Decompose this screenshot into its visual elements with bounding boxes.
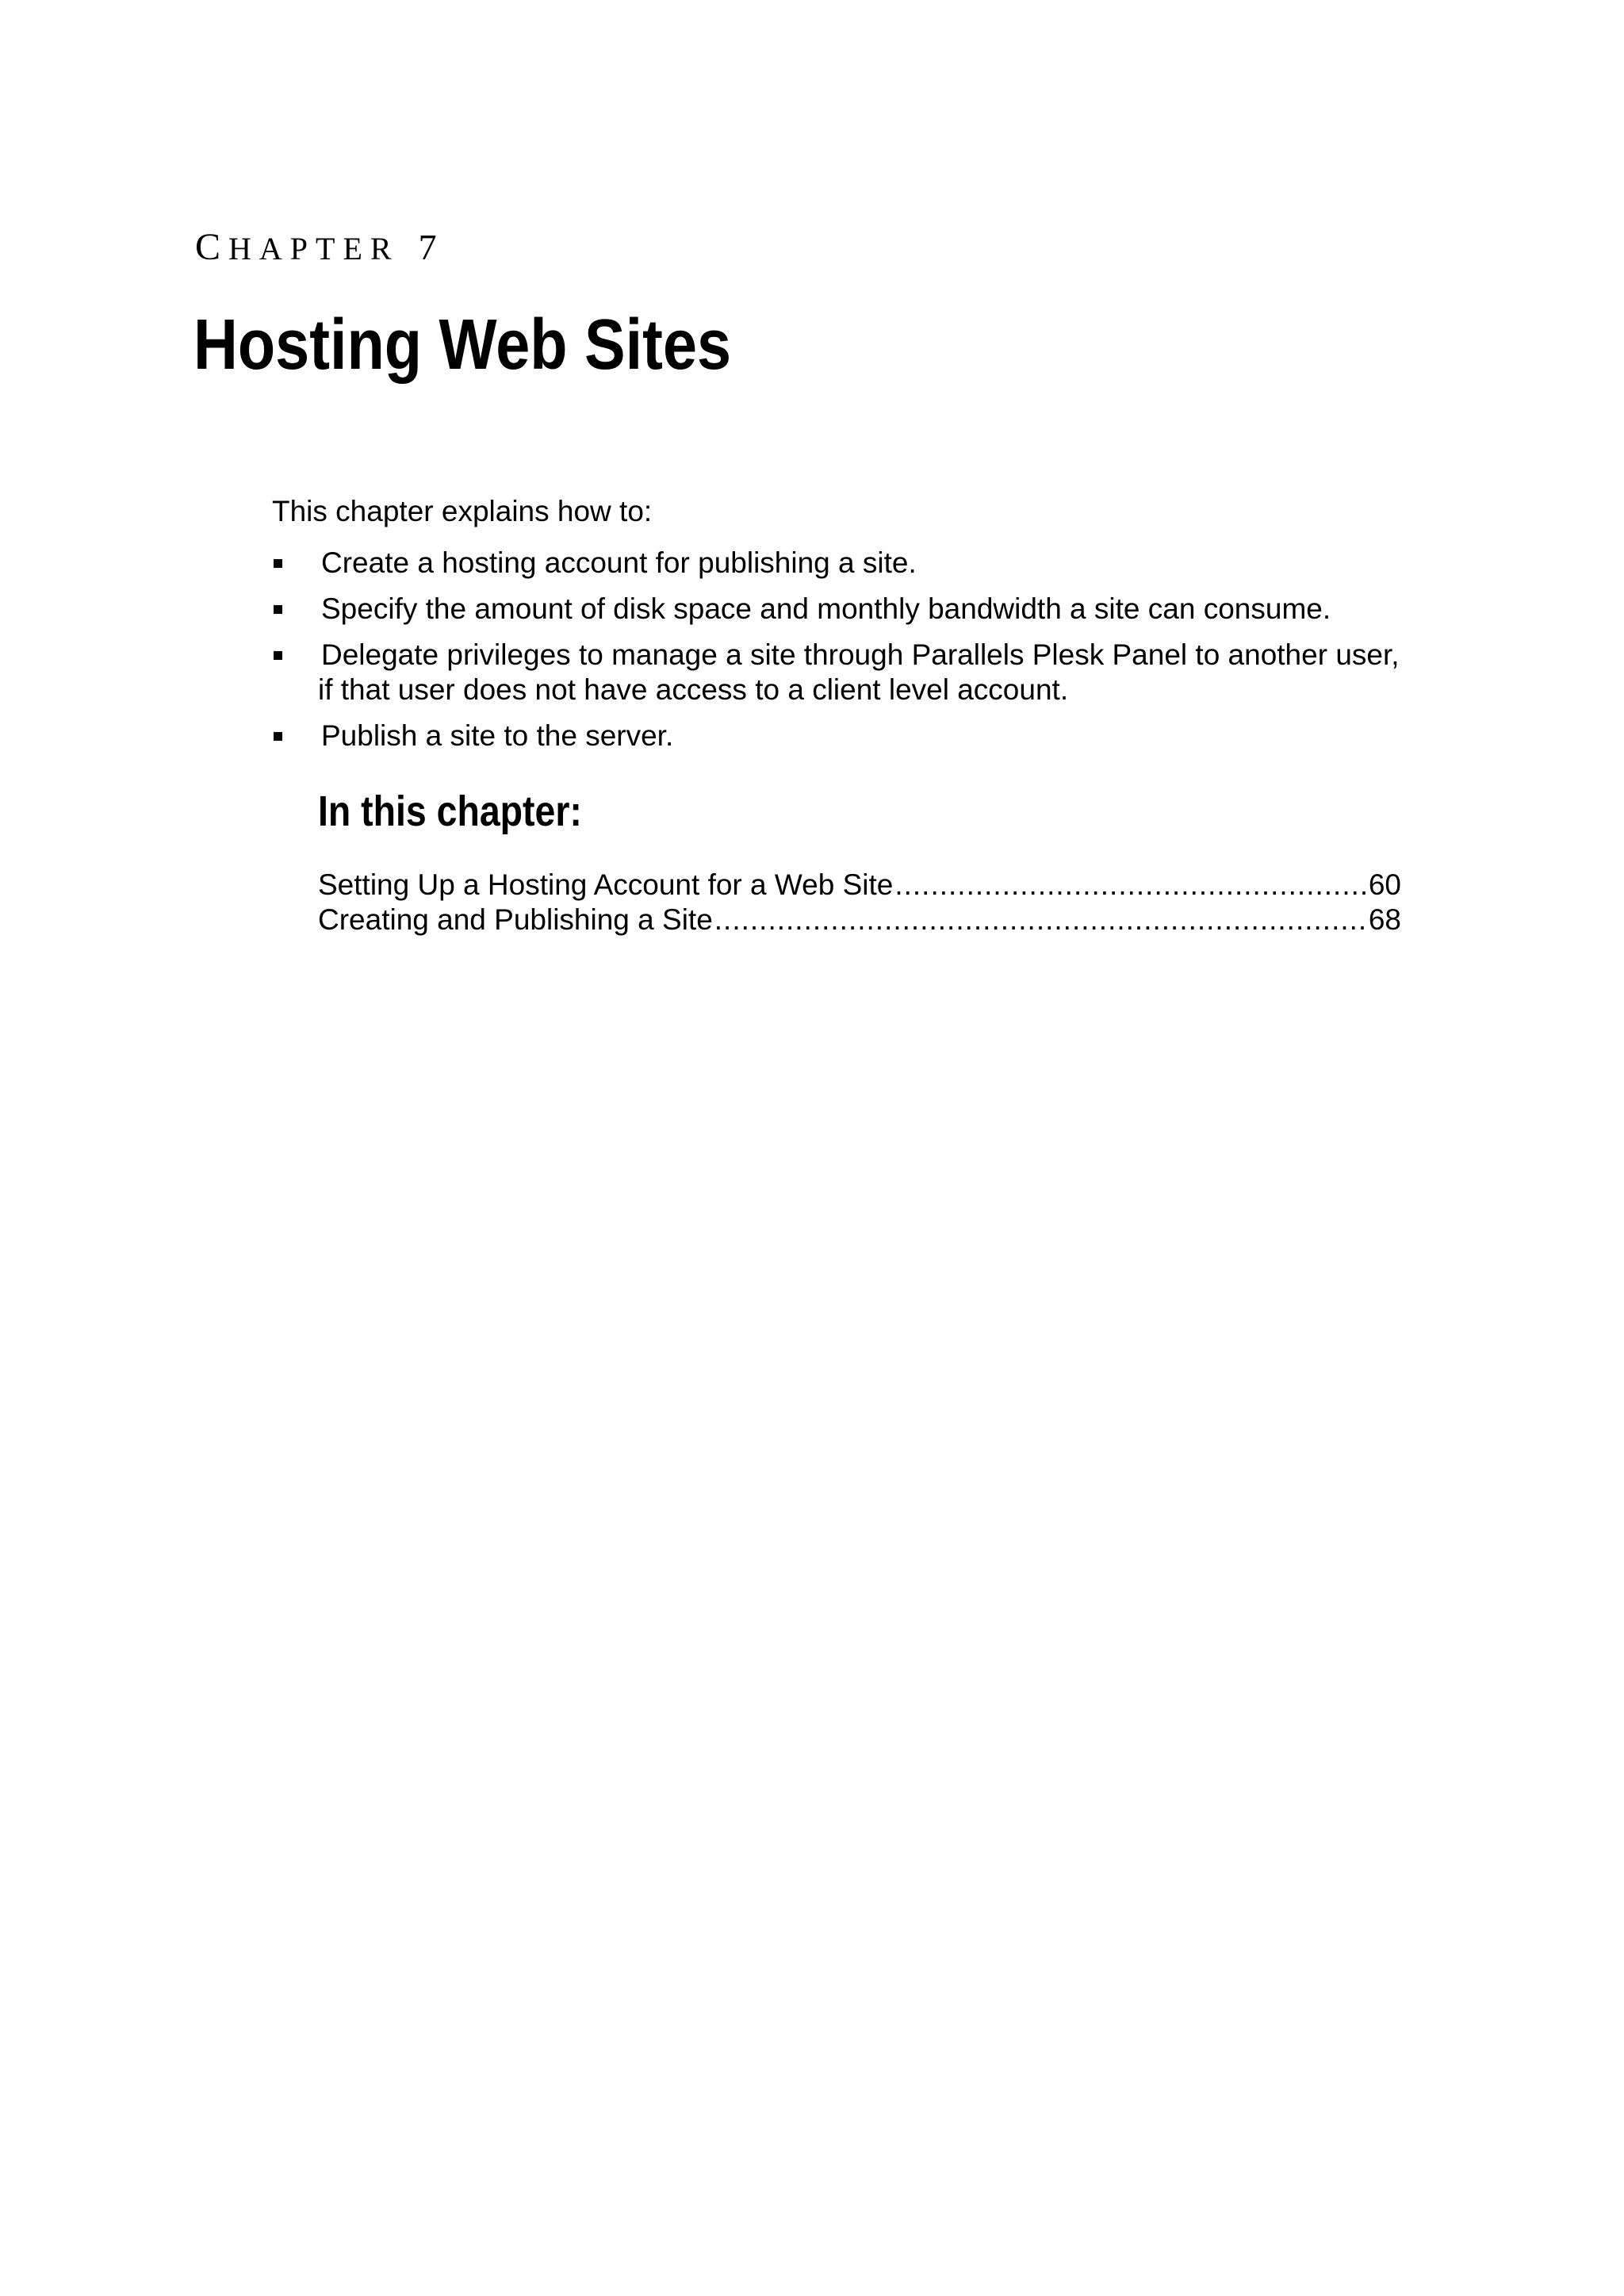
toc-dot-leader	[714, 903, 1367, 937]
bullet-item	[272, 719, 1461, 753]
chapter-label-rest: HAPTER	[228, 231, 400, 266]
bullet-item	[272, 546, 1461, 581]
chapter-number: 7	[418, 227, 445, 267]
chapter-toc	[318, 868, 1401, 937]
bullet-text: Publish a site to the server.	[321, 719, 674, 752]
bullet-list	[272, 546, 1461, 765]
bullet-text: Create a hosting account for publishing a site.	[321, 546, 917, 579]
toc-entry-hosting-account[interactable]	[318, 868, 1401, 903]
square-bullet-icon	[274, 605, 282, 614]
chapter-label	[195, 227, 445, 270]
toc-entry-page: 68	[1368, 903, 1401, 936]
bullet-item	[272, 592, 1461, 627]
toc-entry-title: Setting Up a Hosting Account for a Web Site	[318, 868, 894, 901]
toc-entry-publishing-site[interactable]	[318, 903, 1401, 937]
bullet-text: Delegate privileges to manage a site through Parallels Plesk Panel to another user,	[321, 638, 1400, 671]
square-bullet-icon	[274, 559, 282, 568]
toc-dot-leader	[894, 868, 1367, 903]
toc-entry-page: 60	[1368, 868, 1401, 901]
intro-text: This chapter explains how to:	[272, 495, 653, 527]
bullet-item	[272, 638, 1461, 707]
chapter-label-initial: C	[195, 226, 229, 268]
square-bullet-icon	[274, 732, 282, 741]
toc-entry-title: Creating and Publishing a Site	[318, 903, 713, 936]
bullet-text-continuation: if that user does not have access to a client level account.	[318, 673, 1069, 706]
toc-heading: In this chapter:	[318, 788, 582, 835]
chapter-title: Hosting Web Sites	[193, 305, 732, 385]
square-bullet-icon	[274, 651, 282, 660]
bullet-text: Specify the amount of disk space and monthly bandwidth a site can consume.	[321, 592, 1331, 625]
